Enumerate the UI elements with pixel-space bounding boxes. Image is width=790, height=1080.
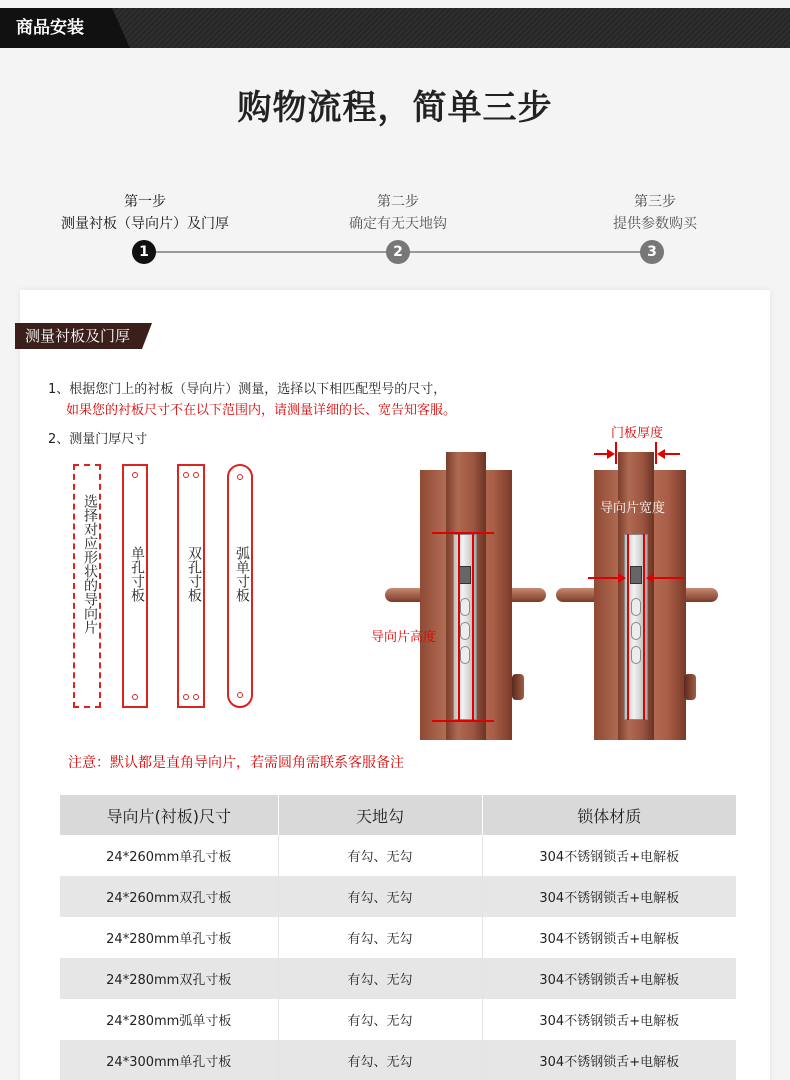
table-cell-size: 24*280mm单孔寸板 [60, 917, 278, 958]
table-cell-hook: 有勾、无勾 [278, 958, 482, 999]
plate-hole-icon [237, 474, 243, 480]
arrow-right-icon [618, 573, 626, 583]
table-cell-size: 24*300mm单孔寸板 [60, 1040, 278, 1080]
table-row [60, 1040, 736, 1080]
plate-double-hole[interactable] [177, 464, 205, 708]
section-header-title: 商品安装 [16, 18, 84, 38]
plate-select-hint-text: 选择对应形状的导向片 [82, 494, 98, 634]
table-cell-material: 304不锈钢锁舌+电解板 [482, 876, 736, 917]
plate-hole-icon [183, 472, 189, 478]
spec-table [60, 795, 736, 1080]
slot-icon [460, 646, 470, 664]
step-2 [298, 193, 498, 233]
plate-single-hole-label: 单孔寸板 [129, 546, 145, 602]
table-row [60, 876, 736, 917]
table-header-row [60, 795, 736, 835]
plate-arc-single-label: 弧单寸板 [234, 546, 250, 602]
step-2-name: 第二步 [377, 194, 419, 210]
step-2-desc: 确定有无天地钩 [349, 216, 447, 232]
note-text: 注意：默认都是直角导向片，若需圆角需联系客服备注 [68, 755, 404, 771]
table-cell-material: 304不锈钢锁舌+电解板 [482, 1040, 736, 1080]
door-knob-icon [512, 674, 524, 700]
plate-select-hint [73, 464, 101, 708]
thickness-tick-left [615, 442, 617, 464]
section-tag: 测量衬板及门厚 [15, 323, 142, 349]
table-header-hook: 天地勾 [278, 795, 482, 835]
instruction-1: 1、根据您门上的衬板（导向片）测量，选择以下相匹配型号的尺寸， [48, 382, 447, 397]
page-title: 购物流程，简单三步 [237, 88, 553, 128]
step-3 [555, 193, 755, 233]
arrow-right-icon [607, 449, 615, 459]
table-row [60, 958, 736, 999]
door-knob-icon [684, 674, 696, 700]
plate-single-hole[interactable] [122, 464, 148, 708]
step-2-number: 2 [386, 240, 410, 264]
instruction-1-warning: 如果您的衬板尺寸不在以下范围内，请测量详细的长、宽告知客服。 [66, 403, 457, 418]
table-header-material: 锁体材质 [482, 795, 736, 835]
step-3-name: 第三步 [634, 194, 676, 210]
step-1 [45, 193, 245, 233]
width-measure-line [643, 534, 645, 720]
step-1-desc: 测量衬板（导向片）及门厚 [61, 216, 229, 232]
door-thickness-label: 门板厚度 [611, 426, 664, 441]
guide-width-label: 导向片宽度 [600, 501, 666, 516]
height-top-line [432, 532, 494, 534]
step-1-number: 1 [132, 240, 156, 264]
plate-hole-icon [193, 694, 199, 700]
instruction-2: 2、测量门厚尺寸 [48, 432, 148, 447]
arrow-left-icon [657, 449, 665, 459]
table-cell-size: 24*280mm双孔寸板 [60, 958, 278, 999]
thickness-arrow-line-right [664, 453, 680, 455]
slot-icon [631, 622, 641, 640]
arrow-left-icon [646, 573, 654, 583]
table-cell-hook: 有勾、无勾 [278, 1040, 482, 1080]
width-arrow-line-left [588, 577, 618, 579]
table-cell-material: 304不锈钢锁舌+电解板 [482, 999, 736, 1040]
table-row [60, 917, 736, 958]
plate-hole-icon [193, 472, 199, 478]
section-header-bar [0, 8, 790, 48]
step-3-desc: 提供参数购买 [613, 216, 697, 232]
step-3-number: 3 [640, 240, 664, 264]
step-1-name: 第一步 [124, 194, 166, 210]
door-handle-right-icon [506, 588, 546, 602]
table-cell-material: 304不锈钢锁舌+电解板 [482, 917, 736, 958]
table-cell-hook: 有勾、无勾 [278, 835, 482, 876]
slot-icon [631, 598, 641, 616]
slot-icon [631, 646, 641, 664]
plate-hole-icon [132, 472, 138, 478]
table-cell-material: 304不锈钢锁舌+电解板 [482, 835, 736, 876]
plate-hole-icon [132, 694, 138, 700]
height-measure-line [458, 534, 460, 720]
height-bottom-line [432, 720, 494, 722]
plate-hole-icon [183, 694, 189, 700]
table-cell-hook: 有勾、无勾 [278, 917, 482, 958]
width-measure-line [627, 534, 629, 720]
slot-icon [460, 622, 470, 640]
table-header-size: 导向片(衬板)尺寸 [60, 795, 278, 835]
plate-hole-icon [237, 692, 243, 698]
table-cell-size: 24*280mm弧单寸板 [60, 999, 278, 1040]
latch-icon [459, 566, 471, 584]
table-cell-size: 24*260mm单孔寸板 [60, 835, 278, 876]
plate-double-hole-label: 双孔寸板 [186, 546, 202, 602]
width-arrow-line-right [654, 577, 684, 579]
table-cell-hook: 有勾、无勾 [278, 999, 482, 1040]
table-cell-material: 304不锈钢锁舌+电解板 [482, 958, 736, 999]
table-row [60, 999, 736, 1040]
height-measure-line [472, 534, 474, 720]
thickness-arrow-line-left [594, 453, 608, 455]
table-cell-hook: 有勾、无勾 [278, 876, 482, 917]
slot-icon [460, 598, 470, 616]
guide-height-label: 导向片高度 [371, 630, 437, 645]
latch-icon [630, 566, 642, 584]
table-row [60, 835, 736, 876]
plate-arc-single[interactable] [227, 464, 253, 708]
table-cell-size: 24*260mm双孔寸板 [60, 876, 278, 917]
